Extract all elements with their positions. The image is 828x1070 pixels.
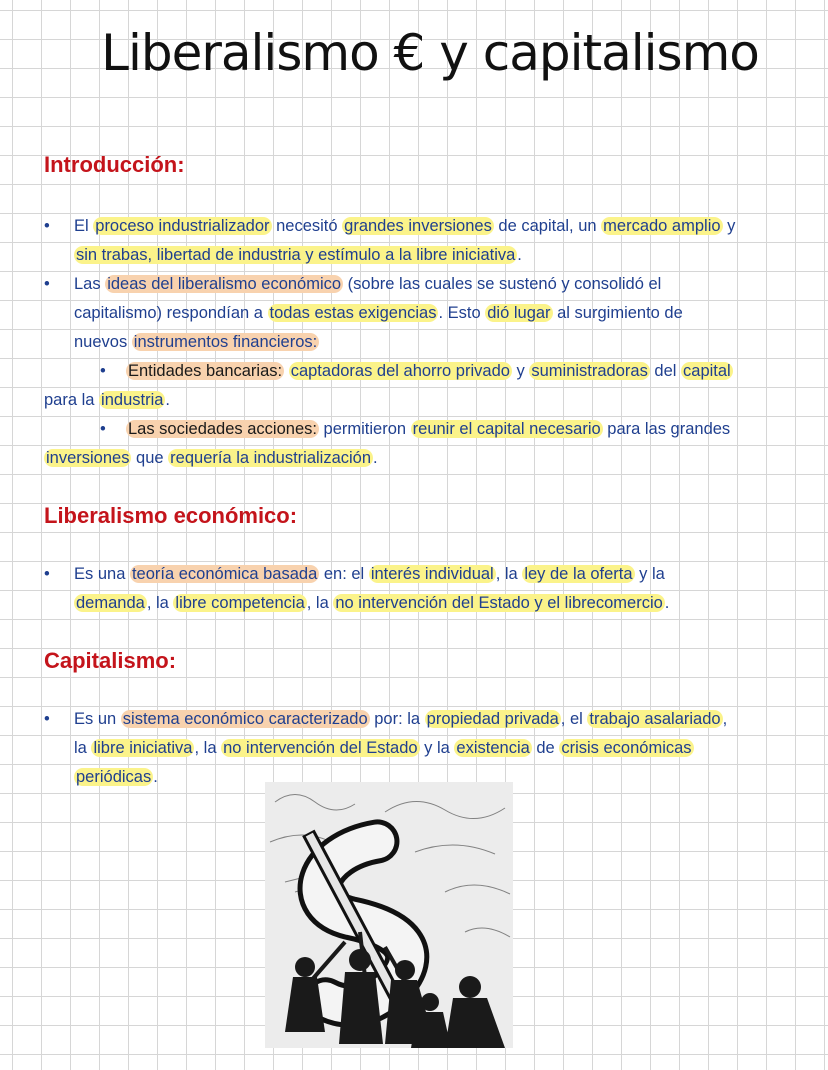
list-item: • Las sociedades acciones: permitieron reunir el capital necesario para las grandes xyxy=(100,420,731,438)
heading-liberalismo: Liberalismo económico: xyxy=(44,503,298,528)
list-item: • Es un sistema económico caracterizado por: la propiedad privada , el trabajo asalariado , xyxy=(44,710,728,728)
list-item: • Es una teoría económica basada en: el interés individual , la ley de la oferta y la xyxy=(44,565,665,583)
heading-introduccion: Introducción: xyxy=(44,152,185,177)
heading-capitalismo: Capitalismo: xyxy=(44,648,177,673)
list-item: • Entidades bancarias: captadoras del ahorro privado y suministradoras del capital xyxy=(100,362,731,380)
liberalismo-section: • Es una teoría económica basada en: el interés individual , la ley de la oferta y la demanda , la libre competencia , la no intervención del Estado y el librecomercio . xyxy=(44,560,784,618)
capitalismo-section: • Es un sistema económico caracterizado por: la propiedad privada , el trabajo asalariado , la libre iniciativa , la no intervención del Estado y la existencia de crisis económicas periódicas . xyxy=(44,705,784,792)
list-item: • Las ideas del liberalismo económico (sobre las cuales se sustenó y consolidó el xyxy=(44,275,662,293)
intro-section: • El proceso industrializador necesitó grandes inversiones de capital, un mercado amplio y sin trabas, libertad de industria y estímulo a la libre iniciativa . • Las ideas del liberalismo económico (sobre las cuales se sustenó y consolidó el capitalismo) respondían a todas estas exigencias . Esto dió lugar al surgimiento de nuevos instrumentos financieros: • Entidades bancarias: captadoras del ahorro privado y suministradoras del capital para la industria . • Las sociedades acciones: permitieron reunir el capital necesario para las grandes inversiones que requería la industrialización . xyxy=(44,212,784,473)
page-title: Liberalismo € y capitalismo xyxy=(101,24,759,82)
list-item: • El proceso industrializador necesitó grandes inversiones de capital, un mercado amplio y xyxy=(44,217,736,235)
capitalism-cartoon-image xyxy=(265,782,513,1048)
capitalism-dollar-cartoon-icon xyxy=(265,782,513,1048)
